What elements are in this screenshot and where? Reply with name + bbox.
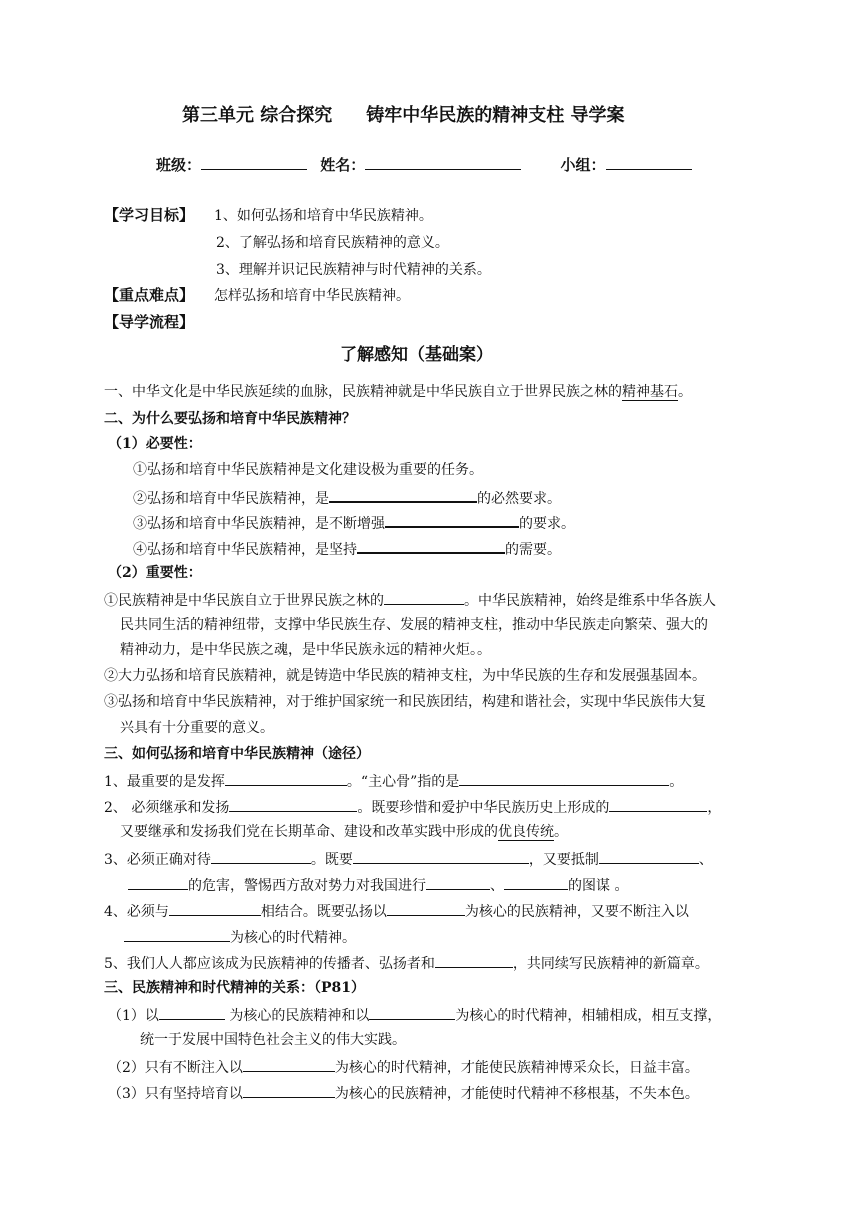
necessity-item-1: ①弘扬和培育中华民族精神是文化建设极为重要的任务。 <box>133 462 483 478</box>
relation-2 <box>108 1056 699 1078</box>
n4-text: ④弘扬和培育中华民族精神，是坚持 <box>133 542 357 558</box>
w2b-text: 又要继承和发扬我们党在长期革命、建设和改革实践中形成的 <box>120 824 498 840</box>
w2b-end: 。 <box>554 824 568 840</box>
w3-text: 3、必须正确对待 <box>104 852 211 868</box>
name-blank[interactable] <box>365 154 521 170</box>
i1-text-cont: 。中华民族精神，始终是维系中华各族人 <box>464 593 716 609</box>
w4-blank-2[interactable] <box>387 900 465 916</box>
way-5 <box>104 952 709 974</box>
s1-end: 。 <box>678 384 692 400</box>
s1-answer: 精神基石 <box>622 384 678 400</box>
necessity-label: （1）必要性： <box>108 436 202 452</box>
class-label: 班级： <box>156 156 202 174</box>
necessity-item-2 <box>133 486 561 509</box>
w3-text-mid1: 。既要 <box>310 852 353 868</box>
s1-line <box>104 382 692 402</box>
way-2b <box>120 822 568 842</box>
w5-end: ，共同续写民族精神的新篇章。 <box>512 956 709 972</box>
title-topic: 铸牢中华民族的精神支柱 导学案 <box>366 105 625 126</box>
n4-blank[interactable] <box>357 537 505 554</box>
w1-blank-1[interactable] <box>225 770 347 786</box>
r2-blank[interactable] <box>243 1056 335 1072</box>
w4b-end: 为核心的时代精神。 <box>230 930 356 946</box>
relation-1b: 统一于发展中国特色社会主义的伟大实践。 <box>140 1032 406 1048</box>
r2-end: 为核心的时代精神，才能使民族精神博采众长，日益丰富。 <box>334 1060 699 1076</box>
w2-text: 2、 必须继承和发扬 <box>104 800 230 816</box>
r1-text-end: 为核心的时代精神，相辅相成，相互支撑， <box>455 1008 722 1024</box>
importance-item-1c: 精神动力，是中华民族之魂，是中华民族永远的精神火炬。。 <box>120 642 491 658</box>
w3-blank-2[interactable] <box>353 848 529 864</box>
w3b-text: 的危害，警惕西方敌对势力对我国进行 <box>188 878 426 894</box>
way-1 <box>104 770 683 792</box>
w4-text-mid2: 为核心的民族精神，又要不断注入以 <box>464 904 689 920</box>
s4-heading: 三、民族精神和时代精神的关系：（P81） <box>104 980 366 996</box>
class-blank[interactable] <box>201 154 307 170</box>
importance-item-3b: 兴具有十分重要的意义。 <box>120 720 274 736</box>
student-info-line <box>156 154 692 175</box>
r1-blank-1[interactable] <box>159 1004 225 1020</box>
objectives-label: 【学习目标】 <box>104 206 195 224</box>
importance-item-3a: ③弘扬和培育中华民族精神，对于维护国家统一和民族团结，构建和谐社会，实现中华民族伟大复 <box>104 694 706 710</box>
w5-blank[interactable] <box>435 952 513 968</box>
w4-text: 4、必须与 <box>104 904 169 920</box>
w3b-end: 的图谋 。 <box>568 878 629 894</box>
n2-blank[interactable] <box>329 486 477 503</box>
name-label: 姓名： <box>320 156 366 174</box>
n3-end: 的要求。 <box>519 516 575 532</box>
r1-text-mid: 为核心的民族精神和以 <box>224 1008 370 1024</box>
way-4b <box>124 926 356 948</box>
w3b-blank-1[interactable] <box>128 874 188 890</box>
w1-text: 1、最重要的是发挥 <box>104 774 225 790</box>
w2-blank-1[interactable] <box>229 796 357 812</box>
w3-text-mid2: ，又要抵制 <box>528 852 599 868</box>
importance-item-1b: 民共同生活的精神纽带，支撑中华民族生存、发展的精神支柱，推动中华民族走向繁荣、强大的 <box>120 617 708 633</box>
w3b-blank-3[interactable] <box>504 874 568 890</box>
w3-blank-1[interactable] <box>211 848 311 864</box>
n3-blank[interactable] <box>385 511 519 528</box>
importance-label: （2）重要性： <box>108 565 202 581</box>
w4-text-mid1: 相结合。既要弘扬以 <box>260 904 387 920</box>
objective-item-2: 2、了解弘扬和培育民族精神的意义。 <box>216 235 449 251</box>
r3-text: （3）只有坚持培育以 <box>108 1086 243 1102</box>
s3-heading: 三、如何弘扬和培育中华民族精神（途径） <box>104 746 370 762</box>
w3b-sep: 、 <box>490 878 504 894</box>
w2-blank-2[interactable] <box>609 796 707 812</box>
w1-end: 。 <box>669 774 684 790</box>
w3-end: 、 <box>698 852 713 868</box>
i1-text: ①民族精神是中华民族自立于世界民族之林的 <box>104 593 384 609</box>
way-3b <box>128 874 628 896</box>
way-4 <box>104 900 689 922</box>
w3-blank-3[interactable] <box>599 848 699 864</box>
r1-text: （1）以 <box>108 1008 159 1024</box>
r1-blank-2[interactable] <box>369 1004 455 1020</box>
s1-text: 一、中华文化是中华民族延续的血脉，民族精神就是中华民族自立于世界民族之林的 <box>104 384 622 400</box>
title-unit: 第三单元 综合探究 <box>182 105 333 126</box>
r3-blank[interactable] <box>243 1082 335 1098</box>
s2-heading: 二、为什么要弘扬和培育中华民族精神？ <box>104 411 356 427</box>
w2b-answer: 优良传统 <box>498 824 554 840</box>
w2-text-mid: 。既要珍惜和爱护中华民族历史上形成的 <box>357 800 610 816</box>
importance-item-1a <box>104 589 716 611</box>
necessity-item-4 <box>133 537 561 560</box>
importance-item-2: ②大力弘扬和培育民族精神，就是铸造中华民族的精神支柱，为中华民族的生存和发展强基固本。 <box>104 668 706 684</box>
w3b-blank-2[interactable] <box>426 874 490 890</box>
w2-end: ， <box>707 800 722 816</box>
relation-3 <box>108 1082 699 1104</box>
group-label: 小组： <box>560 156 606 174</box>
n3-text: ③弘扬和培育中华民族精神，是不断增强 <box>133 516 385 532</box>
flow-label: 【导学流程】 <box>104 313 195 331</box>
i1-blank[interactable] <box>384 589 464 605</box>
n4-end: 的需要。 <box>505 542 561 558</box>
keypoints-label: 【重点难点】 <box>104 286 195 304</box>
r3-end: 为核心的民族精神，才能使时代精神不移根基，不失本色。 <box>334 1086 699 1102</box>
w5-text: 5、我们人人都应该成为民族精神的传播者、弘扬者和 <box>104 956 435 972</box>
necessity-item-3 <box>133 511 575 534</box>
r2-text: （2）只有不断注入以 <box>108 1060 243 1076</box>
objective-item-3: 3、理解并识记民族精神与时代精神的关系。 <box>216 262 491 278</box>
w1-text-mid: 。“主心骨”指的是 <box>346 774 460 790</box>
w4b-blank[interactable] <box>124 926 230 942</box>
w4-blank-1[interactable] <box>169 900 261 916</box>
page-title <box>182 104 625 128</box>
group-blank[interactable] <box>606 154 692 170</box>
n2-text: ②弘扬和培育中华民族精神，是 <box>133 491 329 507</box>
keypoints-text: 怎样弘扬和培育中华民族精神。 <box>214 288 410 304</box>
objective-item-1: 1、如何弘扬和培育中华民族精神。 <box>214 208 433 224</box>
section-heading: 了解感知（基础案） <box>340 345 493 365</box>
way-2 <box>104 796 721 818</box>
relation-1 <box>108 1004 721 1026</box>
n2-end: 的必然要求。 <box>477 491 561 507</box>
w1-blank-2[interactable] <box>459 770 669 786</box>
way-3 <box>104 848 713 870</box>
